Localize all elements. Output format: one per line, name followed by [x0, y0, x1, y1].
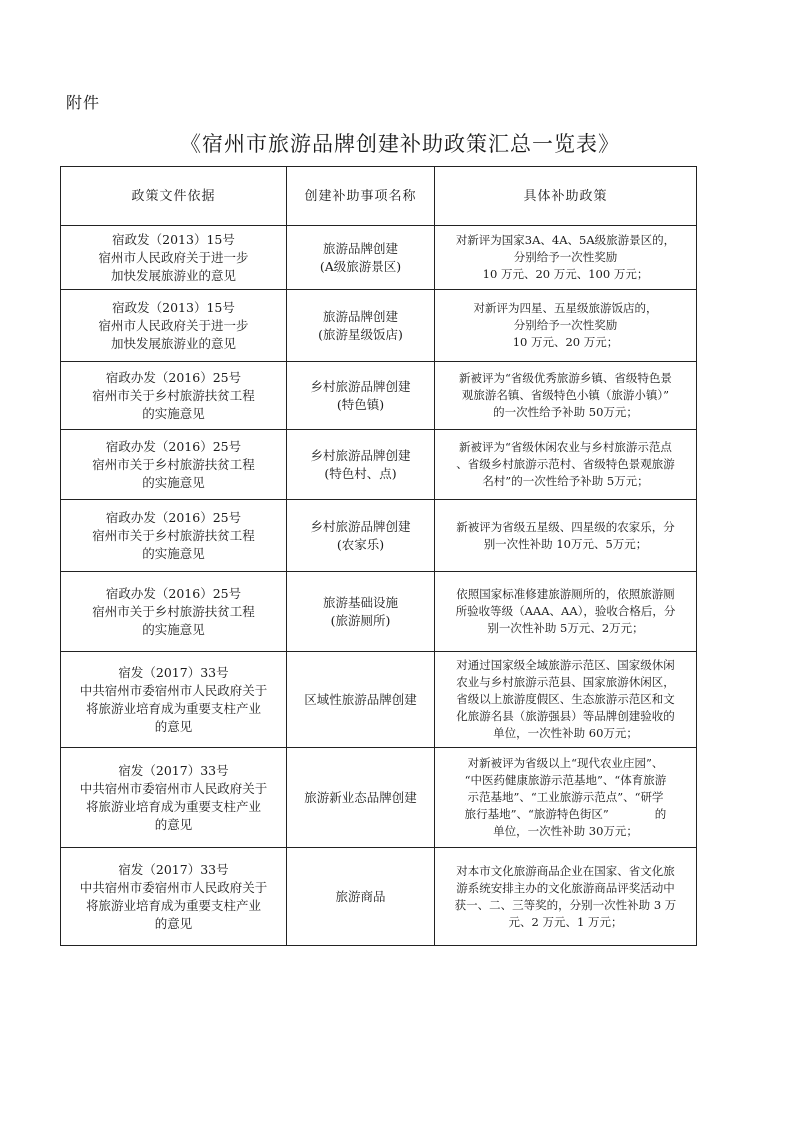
policy-basis-cell-line: 的实施意见: [142, 405, 205, 421]
table-row: [61, 500, 697, 572]
subsidy-item-cell: [287, 748, 435, 848]
policy-basis-cell-line: 中共宿州市委宿州市人民政府关于: [79, 682, 268, 698]
subsidy-detail-cell-line: 名村”的一次性给予补助 5万元；: [482, 474, 649, 488]
header-subsidy-item: 创建补助事项名称: [287, 167, 435, 226]
subsidy-detail-cell: [435, 572, 697, 652]
policy-basis-cell-line: 宿州市关于乡村旅游扶贫工程: [92, 527, 255, 543]
policy-basis-cell-line: 宿州市关于乡村旅游扶贫工程: [92, 456, 255, 472]
subsidy-detail-cell: [435, 500, 697, 572]
policy-basis-cell-line: 将旅游业培育成为重要支柱产业: [85, 897, 261, 913]
subsidy-item-cell: [287, 362, 435, 430]
subsidy-item-cell-line: (特色村、点): [324, 465, 397, 481]
policy-basis-cell-line: 宿政办发（2016）25号: [105, 585, 242, 601]
subsidy-item-cell: [287, 572, 435, 652]
subsidy-detail-cell-line: 对本市文化旅游商品企业在国家、省文化旅: [456, 863, 675, 878]
policy-basis-cell-line: 的实施意见: [142, 545, 205, 561]
subsidy-detail-cell-line: 观旅游名镇、省级特色小镇（旅游小镇）”: [461, 388, 670, 402]
policy-basis-cell: [61, 500, 287, 572]
subsidy-detail-cell: [435, 430, 697, 500]
table-row: [61, 848, 697, 946]
policy-basis-cell-line: 宿政发（2013）15号: [112, 299, 235, 315]
subsidy-detail-cell-line: 对通过国家级全域旅游示范区、国家级休闲: [456, 658, 675, 672]
subsidy-detail-cell-line: 分别给予一次性奖励: [513, 318, 618, 332]
subsidy-item-cell-line: 旅游品牌创建: [322, 240, 398, 256]
subsidy-detail-cell-line: 新被评为省级五星级、四星级的农家乐，分: [456, 519, 675, 534]
policy-basis-cell-line: 宿政办发（2016）25号: [105, 509, 242, 525]
subsidy-detail-cell-line: 对新评为国家3A、4A、5A级旅游景区的，: [455, 233, 676, 247]
policy-basis-cell-line: 宿政办发（2016）25号: [105, 369, 242, 385]
policy-basis-cell-line: 加快发展旅游业的意见: [110, 335, 236, 351]
policy-basis-cell: [61, 848, 287, 946]
subsidy-detail-cell-line: 省级以上旅游度假区、生态旅游示范区和文: [456, 692, 675, 706]
subsidy-item-cell: [287, 430, 435, 500]
subsidy-item-cell-line: (特色镇): [336, 396, 385, 412]
subsidy-detail-cell-line: 农业与乡村旅游示范县、国家旅游休闲区，: [456, 675, 675, 689]
subsidy-detail-cell: [435, 290, 697, 362]
subsidy-detail-cell-line: 示范基地”、“工业旅游示范点”、“研学: [467, 790, 664, 804]
subsidy-item-cell-line: 旅游基础设施: [322, 594, 398, 610]
subsidy-detail-cell: [435, 652, 697, 748]
policy-basis-cell-line: 加快发展旅游业的意见: [110, 267, 236, 283]
subsidy-item-cell-line: 乡村旅游品牌创建: [310, 447, 411, 463]
subsidy-item-cell-line: 旅游新业态品牌创建: [304, 789, 417, 805]
subsidy-item-cell-line: (农家乐): [336, 536, 385, 552]
policy-basis-cell-line: 的意见: [154, 915, 193, 931]
table-row: [61, 748, 697, 848]
table-row: [61, 652, 697, 748]
subsidy-detail-cell-line: 化旅游名县（旅游强县）等品牌创建验收的: [456, 709, 675, 723]
subsidy-detail-cell-line: 旅行基地”、“旅游特色街区” 的: [464, 807, 667, 821]
policy-summary-table: [60, 166, 697, 946]
subsidy-detail-cell-line: 、省级乡村旅游示范村、省级特色景观旅游: [456, 457, 675, 471]
subsidy-detail-cell-line: 10 万元、20 万元；: [512, 335, 619, 349]
document-title: 《宿州市旅游品牌创建补助政策汇总一览表》: [180, 132, 620, 156]
subsidy-detail-cell-line: 游系统安排主办的文化旅游商品评奖活动中: [456, 880, 675, 895]
subsidy-item-cell: [287, 226, 435, 290]
subsidy-detail-cell-line: 对新被评为省级以上“现代农业庄园”、: [467, 756, 664, 770]
subsidy-item-cell-line: 乡村旅游品牌创建: [310, 378, 411, 394]
policy-basis-cell-line: 的实施意见: [142, 621, 205, 637]
subsidy-item-cell: [287, 500, 435, 572]
subsidy-item-cell-line: 区域性旅游品牌创建: [304, 691, 417, 707]
subsidy-detail-cell-line: 依照国家标准修建旅游厕所的，依照旅游厕: [456, 587, 675, 601]
subsidy-detail-cell: [435, 362, 697, 430]
policy-basis-cell-line: 中共宿州市委宿州市人民政府关于: [79, 780, 268, 796]
policy-basis-cell: [61, 362, 287, 430]
subsidy-item-cell: [287, 652, 435, 748]
header-subsidy-detail: 具体补助政策: [435, 167, 697, 226]
policy-basis-cell-line: 的意见: [154, 718, 193, 734]
subsidy-detail-cell-line: 的一次性给予补助 50万元；: [493, 405, 638, 419]
policy-basis-cell: [61, 652, 287, 748]
policy-basis-cell: [61, 430, 287, 500]
subsidy-detail-cell: [435, 226, 697, 290]
subsidy-detail-cell-line: 别一次性补助 10万元、5万元；: [483, 536, 648, 551]
subsidy-item-cell-line: (旅游厕所): [330, 612, 391, 628]
subsidy-detail-cell-line: 别一次性补助 5万元、2万元；: [487, 621, 644, 635]
subsidy-detail-cell-line: 单位，一次性补助 60万元；: [493, 726, 638, 740]
subsidy-item-cell: [287, 848, 435, 946]
subsidy-item-cell: [287, 290, 435, 362]
subsidy-item-cell-line: 旅游商品: [335, 888, 386, 904]
policy-basis-cell-line: 将旅游业培育成为重要支柱产业: [85, 700, 261, 716]
subsidy-detail-cell-line: 所验收等级（AAA、AA），验收合格后，分: [455, 604, 676, 618]
table-row: [61, 226, 697, 290]
policy-basis-cell-line: 宿发（2017）33号: [118, 664, 229, 680]
policy-basis-cell-line: 宿州市关于乡村旅游扶贫工程: [92, 387, 255, 403]
subsidy-item-cell-line: (旅游星级饭店): [318, 326, 403, 342]
policy-basis-cell-line: 宿发（2017）33号: [118, 762, 229, 778]
subsidy-detail-cell-line: 新被评为“省级优秀旅游乡镇、省级特色景: [459, 371, 672, 385]
subsidy-item-cell-line: 旅游品牌创建: [322, 308, 398, 324]
subsidy-detail-cell: [435, 748, 697, 848]
policy-basis-cell-line: 宿州市关于乡村旅游扶贫工程: [92, 603, 255, 619]
policy-basis-cell-line: 将旅游业培育成为重要支柱产业: [85, 798, 261, 814]
table-row: [61, 290, 697, 362]
subsidy-item-cell-line: (A级旅游景区): [319, 258, 402, 274]
table-header-row: [61, 167, 697, 226]
policy-basis-cell-line: 宿政办发（2016）25号: [105, 438, 242, 454]
subsidy-detail-cell: [435, 848, 697, 946]
policy-basis-cell-line: 的实施意见: [142, 474, 205, 490]
policy-basis-cell: [61, 748, 287, 848]
policy-basis-cell-line: 宿发（2017）33号: [118, 861, 229, 877]
subsidy-item-cell-line: 乡村旅游品牌创建: [310, 518, 411, 534]
subsidy-detail-cell-line: 10 万元、20 万元、100 万元；: [482, 267, 649, 281]
table-row: [61, 572, 697, 652]
policy-basis-cell-line: 中共宿州市委宿州市人民政府关于: [79, 879, 268, 895]
subsidy-detail-cell-line: “中医药健康旅游示范基地”、“体育旅游: [464, 773, 667, 787]
subsidy-detail-cell-line: 单位，一次性补助 30万元；: [493, 824, 638, 838]
table-row: [61, 362, 697, 430]
subsidy-detail-cell-line: 对新评为四星、五星级旅游饭店的，: [473, 301, 658, 315]
attachment-label: 附件: [66, 93, 101, 112]
policy-basis-cell-line: 的意见: [154, 816, 193, 832]
policy-basis-cell: [61, 290, 287, 362]
policy-basis-cell-line: 宿州市人民政府关于进一步: [98, 317, 249, 333]
subsidy-detail-cell-line: 元、2 万元、1 万元；: [508, 914, 623, 929]
policy-basis-cell: [61, 572, 287, 652]
table-row: [61, 430, 697, 500]
subsidy-detail-cell-line: 分别给予一次性奖励: [513, 250, 618, 264]
subsidy-detail-cell-line: 新被评为“省级休闲农业与乡村旅游示范点: [459, 440, 672, 454]
policy-basis-cell-line: 宿政发（2013）15号: [112, 231, 235, 247]
subsidy-detail-cell-line: 获一、二、三等奖的，分别一次性补助 3 万: [454, 897, 677, 912]
policy-basis-cell: [61, 226, 287, 290]
header-policy-basis: 政策文件依据: [61, 167, 287, 226]
policy-basis-cell-line: 宿州市人民政府关于进一步: [98, 249, 249, 265]
